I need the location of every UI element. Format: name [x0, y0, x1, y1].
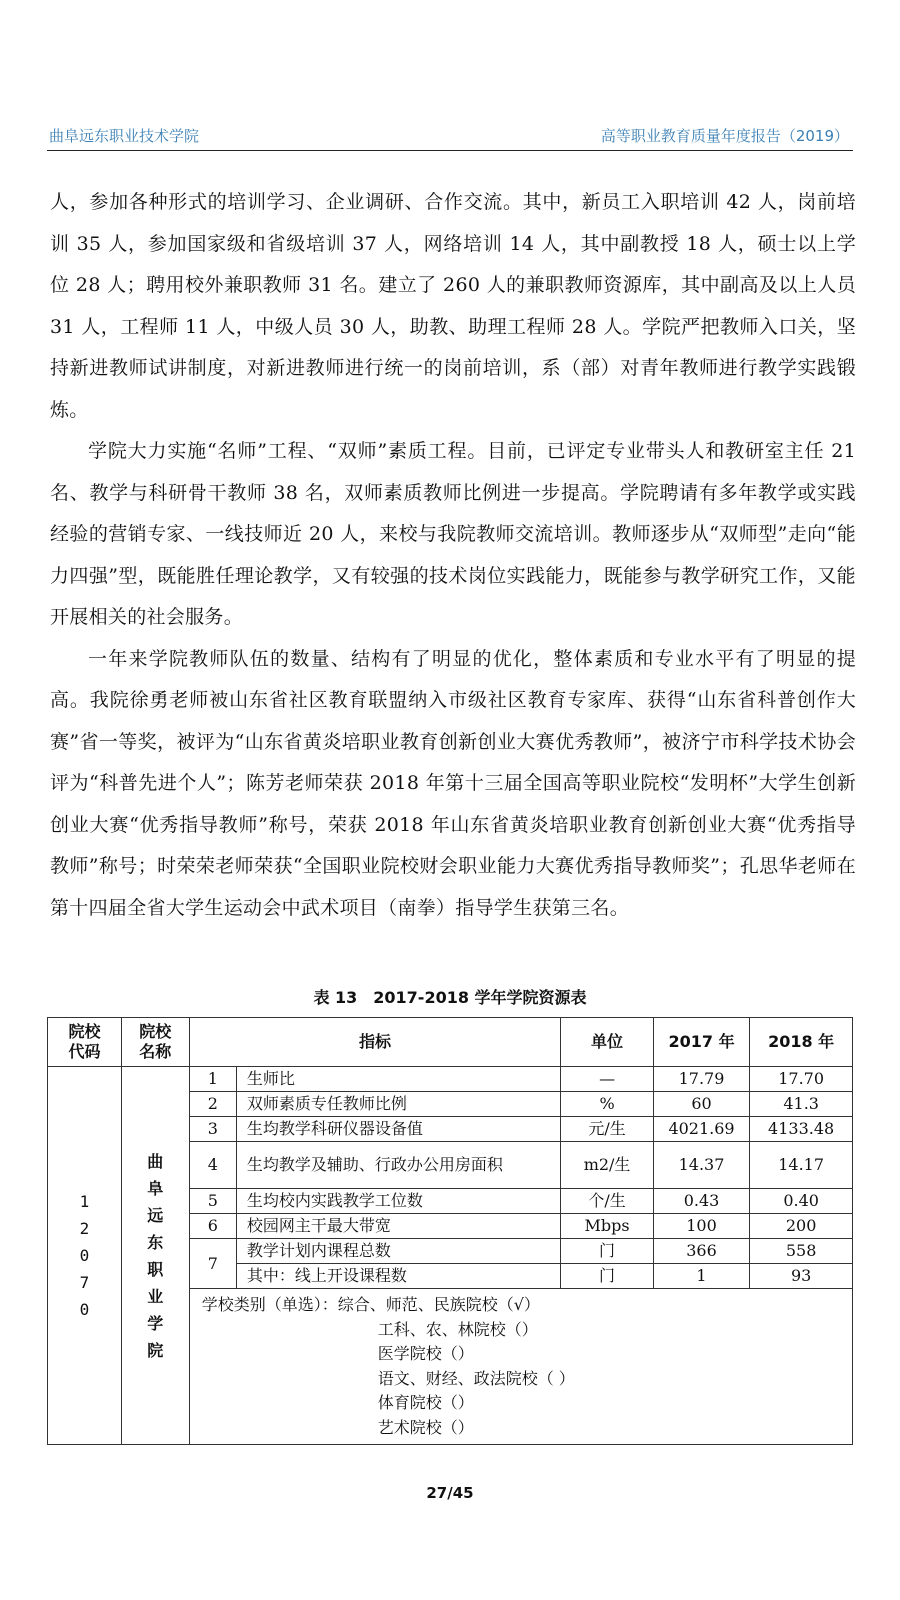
row-unit: %	[561, 1092, 653, 1117]
row-2018: 200	[750, 1214, 853, 1239]
paragraph-1: 人，参加各种形式的培训学习、企业调研、合作交流。其中，新员工入职培训 42 人，岗前培训 35 人，参加国家级和省级培训 37 人，网络培训 14 人，其中副教授 18 人，硕士以上学位 28 人；聘用校外兼职教师 31 名。建立了 260 人的兼职教师资源库，其中副高及以上人员 31 人，工程师 11 人，中级人员 30 人，助教、助理工程师 28 人。学院严把教师入口关，坚持新进教师试讲制度，对新进教师进行统一的岗前培训，系（部）对青年教师进行教学实践锻炼。	[50, 191, 856, 421]
school-type-option: 工科、农、林院校（）	[377, 1319, 538, 1339]
school-type-option: 体育院校（）	[377, 1393, 474, 1412]
row-2017: 60	[653, 1092, 750, 1117]
row-2017: 17.79	[653, 1067, 750, 1092]
row-number: 6	[189, 1214, 236, 1239]
row-indicator: 校园网主干最大带宽	[236, 1214, 560, 1239]
row-2018: 0.40	[750, 1189, 853, 1214]
row-2018: 558	[750, 1239, 853, 1264]
table-header-row	[48, 1018, 853, 1067]
row-2018: 41.3	[750, 1092, 853, 1117]
header-2018: 2018 年	[750, 1018, 853, 1067]
resource-table	[47, 1017, 853, 1445]
page-number: 27/45	[426, 1484, 474, 1502]
row-unit: 元/生	[561, 1117, 653, 1142]
row-indicator: 其中：线上开设课程数	[236, 1264, 560, 1289]
school-type-option: 医学院校（）	[377, 1344, 474, 1363]
row-unit: 门	[561, 1264, 653, 1289]
paragraph-3: 一年来学院教师队伍的数量、结构有了明显的优化，整体素质和专业水平有了明显的提高。我院徐勇老师被山东省社区教育联盟纳入市级社区教育专家库、获得“山东省科普创作大赛”省一等奖，被评为“山东省黄炎培职业教育创新创业大赛优秀教师”，被济宁市科学技术协会评为“科普先进个人”；陈芳老师荣获 2018 年第十三届全国高等职业院校“发明杯”大学生创新创业大赛“优秀指导教师”称号，荣获 2018 年山东省黄炎培职业教育创新创业大赛“优秀指导教师”称号；时荣荣老师荣获“全国职业院校财会职业能力大赛优秀指导教师奖”；孔思华老师在第十四届全省大学生运动会中武术项目（南拳）指导学生获第三名。	[50, 647, 856, 919]
row-unit: 门	[561, 1239, 653, 1264]
row-2017: 0.43	[653, 1189, 750, 1214]
row-number: 1	[189, 1067, 236, 1092]
row-unit: —	[561, 1067, 653, 1092]
row-2018: 93	[750, 1264, 853, 1289]
page-header	[47, 122, 853, 151]
paragraph-2: 学院大力实施“名师”工程、“双师”素质工程。目前，已评定专业带头人和教研室主任 21 名、教学与科研骨干教师 38 名，双师素质教师比例进一步提高。学院聘请有多年教学或实践经验的营销专家、一线技师近 20 人，来校与我院教师交流培训。教师逐步从“双师型”走向“能力四强”型，既能胜任理论教学，又有较强的技术岗位实践能力，既能参与教学研究工作，又能开展相关的社会服务。	[50, 440, 856, 628]
row-number: 2	[189, 1092, 236, 1117]
row-2017: 100	[653, 1214, 750, 1239]
school-type-option: 语文、财经、政法院校（ ）	[377, 1368, 575, 1388]
school-name: 曲 阜 远 东 职 业 学 院	[121, 1067, 189, 1445]
header-institution: 曲阜远东职业技术学院	[49, 127, 200, 145]
row-2018: 17.70	[750, 1067, 853, 1092]
body-text	[50, 182, 856, 929]
school-type-cell	[189, 1289, 852, 1445]
school-type-label: 学校类别（单选）：综合、师范、民族院校（√）	[201, 1295, 540, 1314]
row-2017: 4021.69	[653, 1117, 750, 1142]
header-code: 院校 代码	[48, 1018, 122, 1067]
row-indicator: 生均教学科研仪器设备值	[236, 1117, 560, 1142]
row-indicator: 生均教学及辅助、行政办公用房面积	[236, 1142, 560, 1189]
school-type-option: 艺术院校（）	[377, 1417, 474, 1437]
row-number: 7	[189, 1239, 236, 1289]
row-indicator: 生师比	[236, 1067, 560, 1092]
row-indicator: 双师素质专任教师比例	[236, 1092, 560, 1117]
row-2018: 4133.48	[750, 1117, 853, 1142]
row-number: 4	[189, 1142, 236, 1189]
row-2017: 366	[653, 1239, 750, 1264]
row-unit: 个/生	[561, 1189, 653, 1214]
header-name: 院校 名称	[121, 1018, 189, 1067]
header-indicator: 指标	[189, 1018, 561, 1067]
header-report-title: 高等职业教育质量年度报告（2019）	[600, 127, 849, 145]
header-unit: 单位	[561, 1018, 653, 1067]
row-indicator: 生均校内实践教学工位数	[236, 1189, 560, 1214]
row-unit: m2/生	[561, 1142, 653, 1189]
row-2018: 14.17	[750, 1142, 853, 1189]
row-unit: Mbps	[561, 1214, 653, 1239]
row-2017: 14.37	[653, 1142, 750, 1189]
school-code: 1 2 0 7 0	[48, 1067, 122, 1445]
row-indicator: 教学计划内课程总数	[236, 1239, 560, 1264]
table-row	[48, 1067, 853, 1092]
row-2017: 1	[653, 1264, 750, 1289]
row-number: 3	[189, 1117, 236, 1142]
header-2017: 2017 年	[653, 1018, 750, 1067]
row-number: 5	[189, 1189, 236, 1214]
table-caption: 表 13 2017-2018 学年学院资源表	[313, 988, 587, 1007]
